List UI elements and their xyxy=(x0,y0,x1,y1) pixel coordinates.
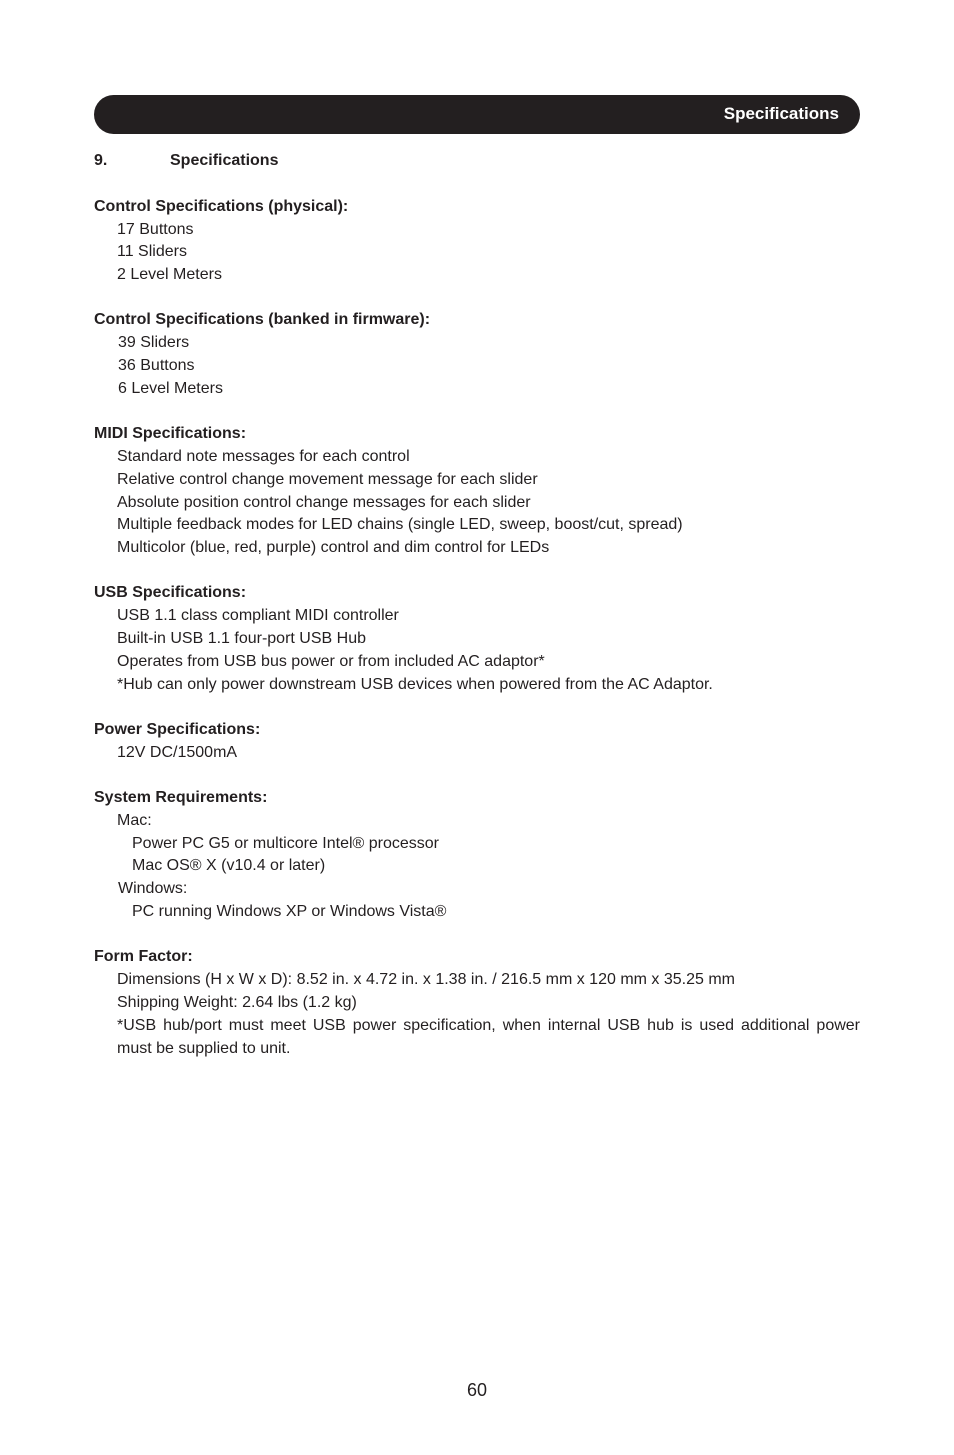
spec-item: Shipping Weight: 2.64 lbs (1.2 kg) xyxy=(117,993,357,1011)
spec-item: Absolute position control change messages for each slider xyxy=(117,493,531,511)
spec-item: Multicolor (blue, red, purple) control and dim control for LEDs xyxy=(117,539,550,557)
spec-item: 17 Buttons xyxy=(117,220,194,238)
spec-item: 2 Level Meters xyxy=(117,266,222,284)
header-bar xyxy=(94,95,860,134)
spec-item: Operates from USB bus power or from included AC adaptor* xyxy=(117,652,545,670)
group-title: Power Specifications: xyxy=(94,720,261,738)
spec-item: Relative control change movement message for each slider xyxy=(117,470,538,488)
spec-item: Power PC G5 or multicore Intel® processor xyxy=(132,834,440,852)
power-specs xyxy=(94,719,860,765)
midi-specs xyxy=(94,423,860,560)
physical-specs xyxy=(94,196,860,287)
banked-specs xyxy=(94,309,860,400)
group-title: USB Specifications: xyxy=(94,584,247,602)
spec-item: 12V DC/1500mA xyxy=(117,743,238,761)
page-number: 60 xyxy=(466,1380,488,1400)
group-title: Control Specifications (physical): xyxy=(94,197,349,215)
spec-note: *USB hub/port must meet USB power specification, when internal USB hub is used additional power must be supplied to unit. xyxy=(117,1016,860,1057)
group-title: System Requirements: xyxy=(94,789,268,807)
spec-item: 39 Sliders xyxy=(118,334,190,352)
spec-item: Built-in USB 1.1 four-port USB Hub xyxy=(117,630,366,648)
spec-item: 11 Sliders xyxy=(117,243,187,261)
spec-item: PC running Windows XP or Windows Vista® xyxy=(132,903,447,921)
spec-item: USB 1.1 class compliant MIDI controller xyxy=(117,607,399,625)
spec-item: 36 Buttons xyxy=(118,357,195,375)
spec-item: Dimensions (H x W x D): 8.52 in. x 4.72 in. x 1.38 in. / 216.5 mm x 120 mm x 35.25 mm xyxy=(117,971,735,989)
section-heading xyxy=(94,150,860,173)
platform-label-windows: Windows: xyxy=(118,880,188,898)
spec-item: Mac OS® X (v10.4 or later) xyxy=(132,857,326,875)
group-title: Form Factor: xyxy=(94,948,193,966)
group-title: MIDI Specifications: xyxy=(94,425,247,443)
section-title: Specifications xyxy=(170,152,279,169)
spec-note: *Hub can only power downstream USB devices when powered from the AC Adaptor. xyxy=(117,675,713,693)
spec-item: Multiple feedback modes for LED chains (single LED, sweep, boost/cut, spread) xyxy=(117,516,683,534)
form-factor xyxy=(94,946,860,1060)
page-content xyxy=(94,150,860,1083)
section-number: 9. xyxy=(94,152,108,169)
platform-label-mac: Mac: xyxy=(117,811,152,829)
group-title: Control Specifications (banked in firmware): xyxy=(94,311,431,329)
spec-item: 6 Level Meters xyxy=(118,379,223,397)
system-requirements xyxy=(94,787,860,924)
header-title: Specifications xyxy=(723,104,839,123)
usb-specs xyxy=(94,582,860,696)
spec-item: Standard note messages for each control xyxy=(117,447,410,465)
